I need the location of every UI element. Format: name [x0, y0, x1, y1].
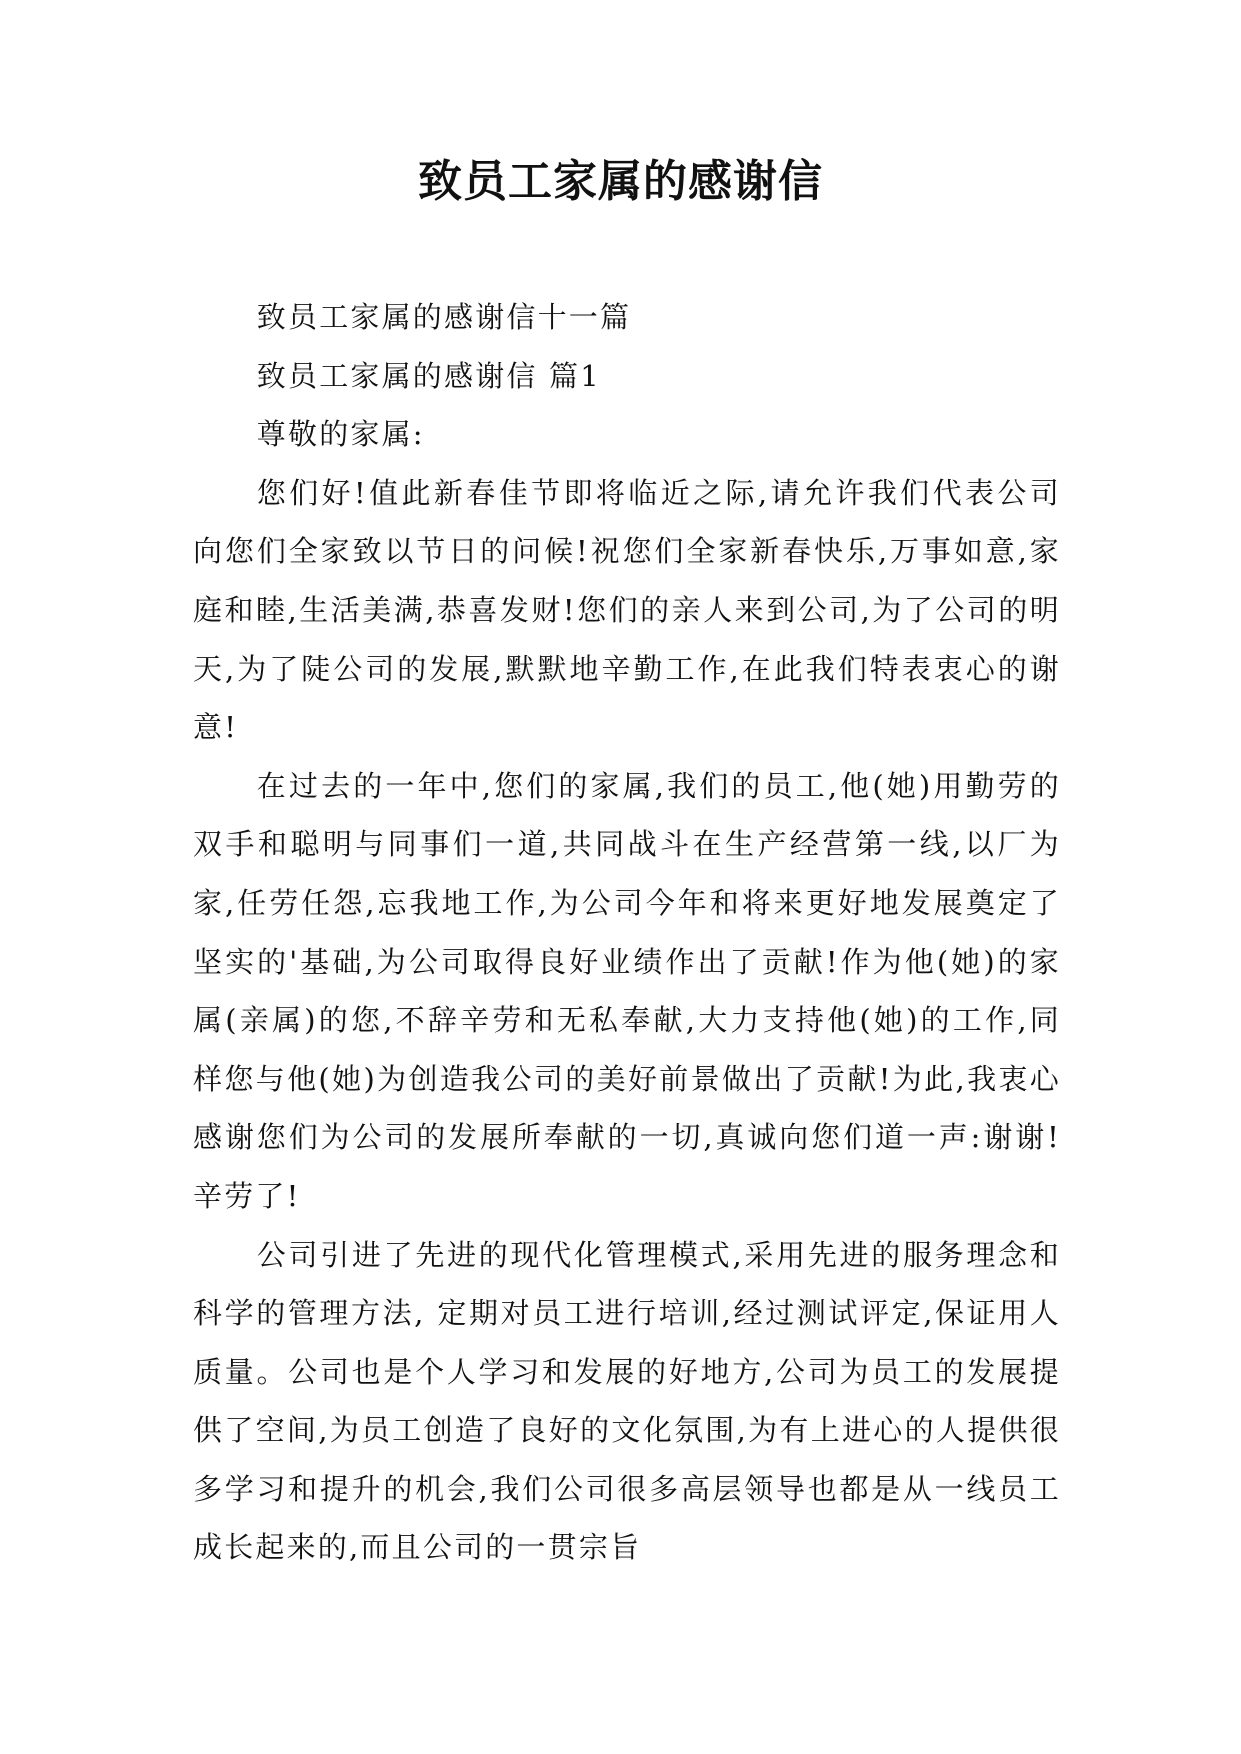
body-paragraph: 在过去的一年中,您们的家属,我们的员工,他(她)用勤劳的双手和聪明与同事们一道,共同战斗在生产经营第一线,以厂为家,任劳任怨,忘我地工作,为公司今年和将来更好地发展奠定了坚实的'基础,为公司取得良好业绩作出了贡献!作为他(她)的家属(亲属)的您,不辞辛劳和无私奉献,大力支持他(她)的工作,同样您与他(她)为创造我公司的美好前景做出了贡献!为此,我衷心感谢您们为公司的发展所奉献的一切,真诚向您们道一声:谢谢!辛劳了! — [193, 768, 1061, 1213]
section-heading: 致员工家属的感谢信 篇1 — [256, 358, 601, 393]
collection-title: 致员工家属的感谢信十一篇 — [256, 300, 632, 334]
document-title: 致员工家属的感谢信 — [418, 156, 823, 207]
body-paragraph: 您们好!值此新春佳节即将临近之际,请允许我们代表公司向您们全家致以节日的问候!祝您们全家新春快乐,万事如意,家庭和睦,生活美满,恭喜发财!您们的亲人来到公司,为了公司的明天,为了陡公司的发展,默默地辛勤工作,在此我们特表衷心的谢意! — [193, 475, 1061, 745]
salutation: 尊敬的家属: — [256, 417, 425, 452]
body-paragraph: 公司引进了先进的现代化管理模式,采用先进的服务理念和科学的管理方法, 定期对员工进行培训,经过测试评定,保证用人质量。公司也是个人学习和发展的好地方,公司为员工的发展提供了空间,为员工创造了良好的文化氛围,为有上进心的人提供很多学习和提升的机会,我们公司很多高层领导也都是从一线员工成长起来的,而且公司的一贯宗旨 — [193, 1237, 1061, 1565]
document-body — [193, 288, 1061, 1577]
